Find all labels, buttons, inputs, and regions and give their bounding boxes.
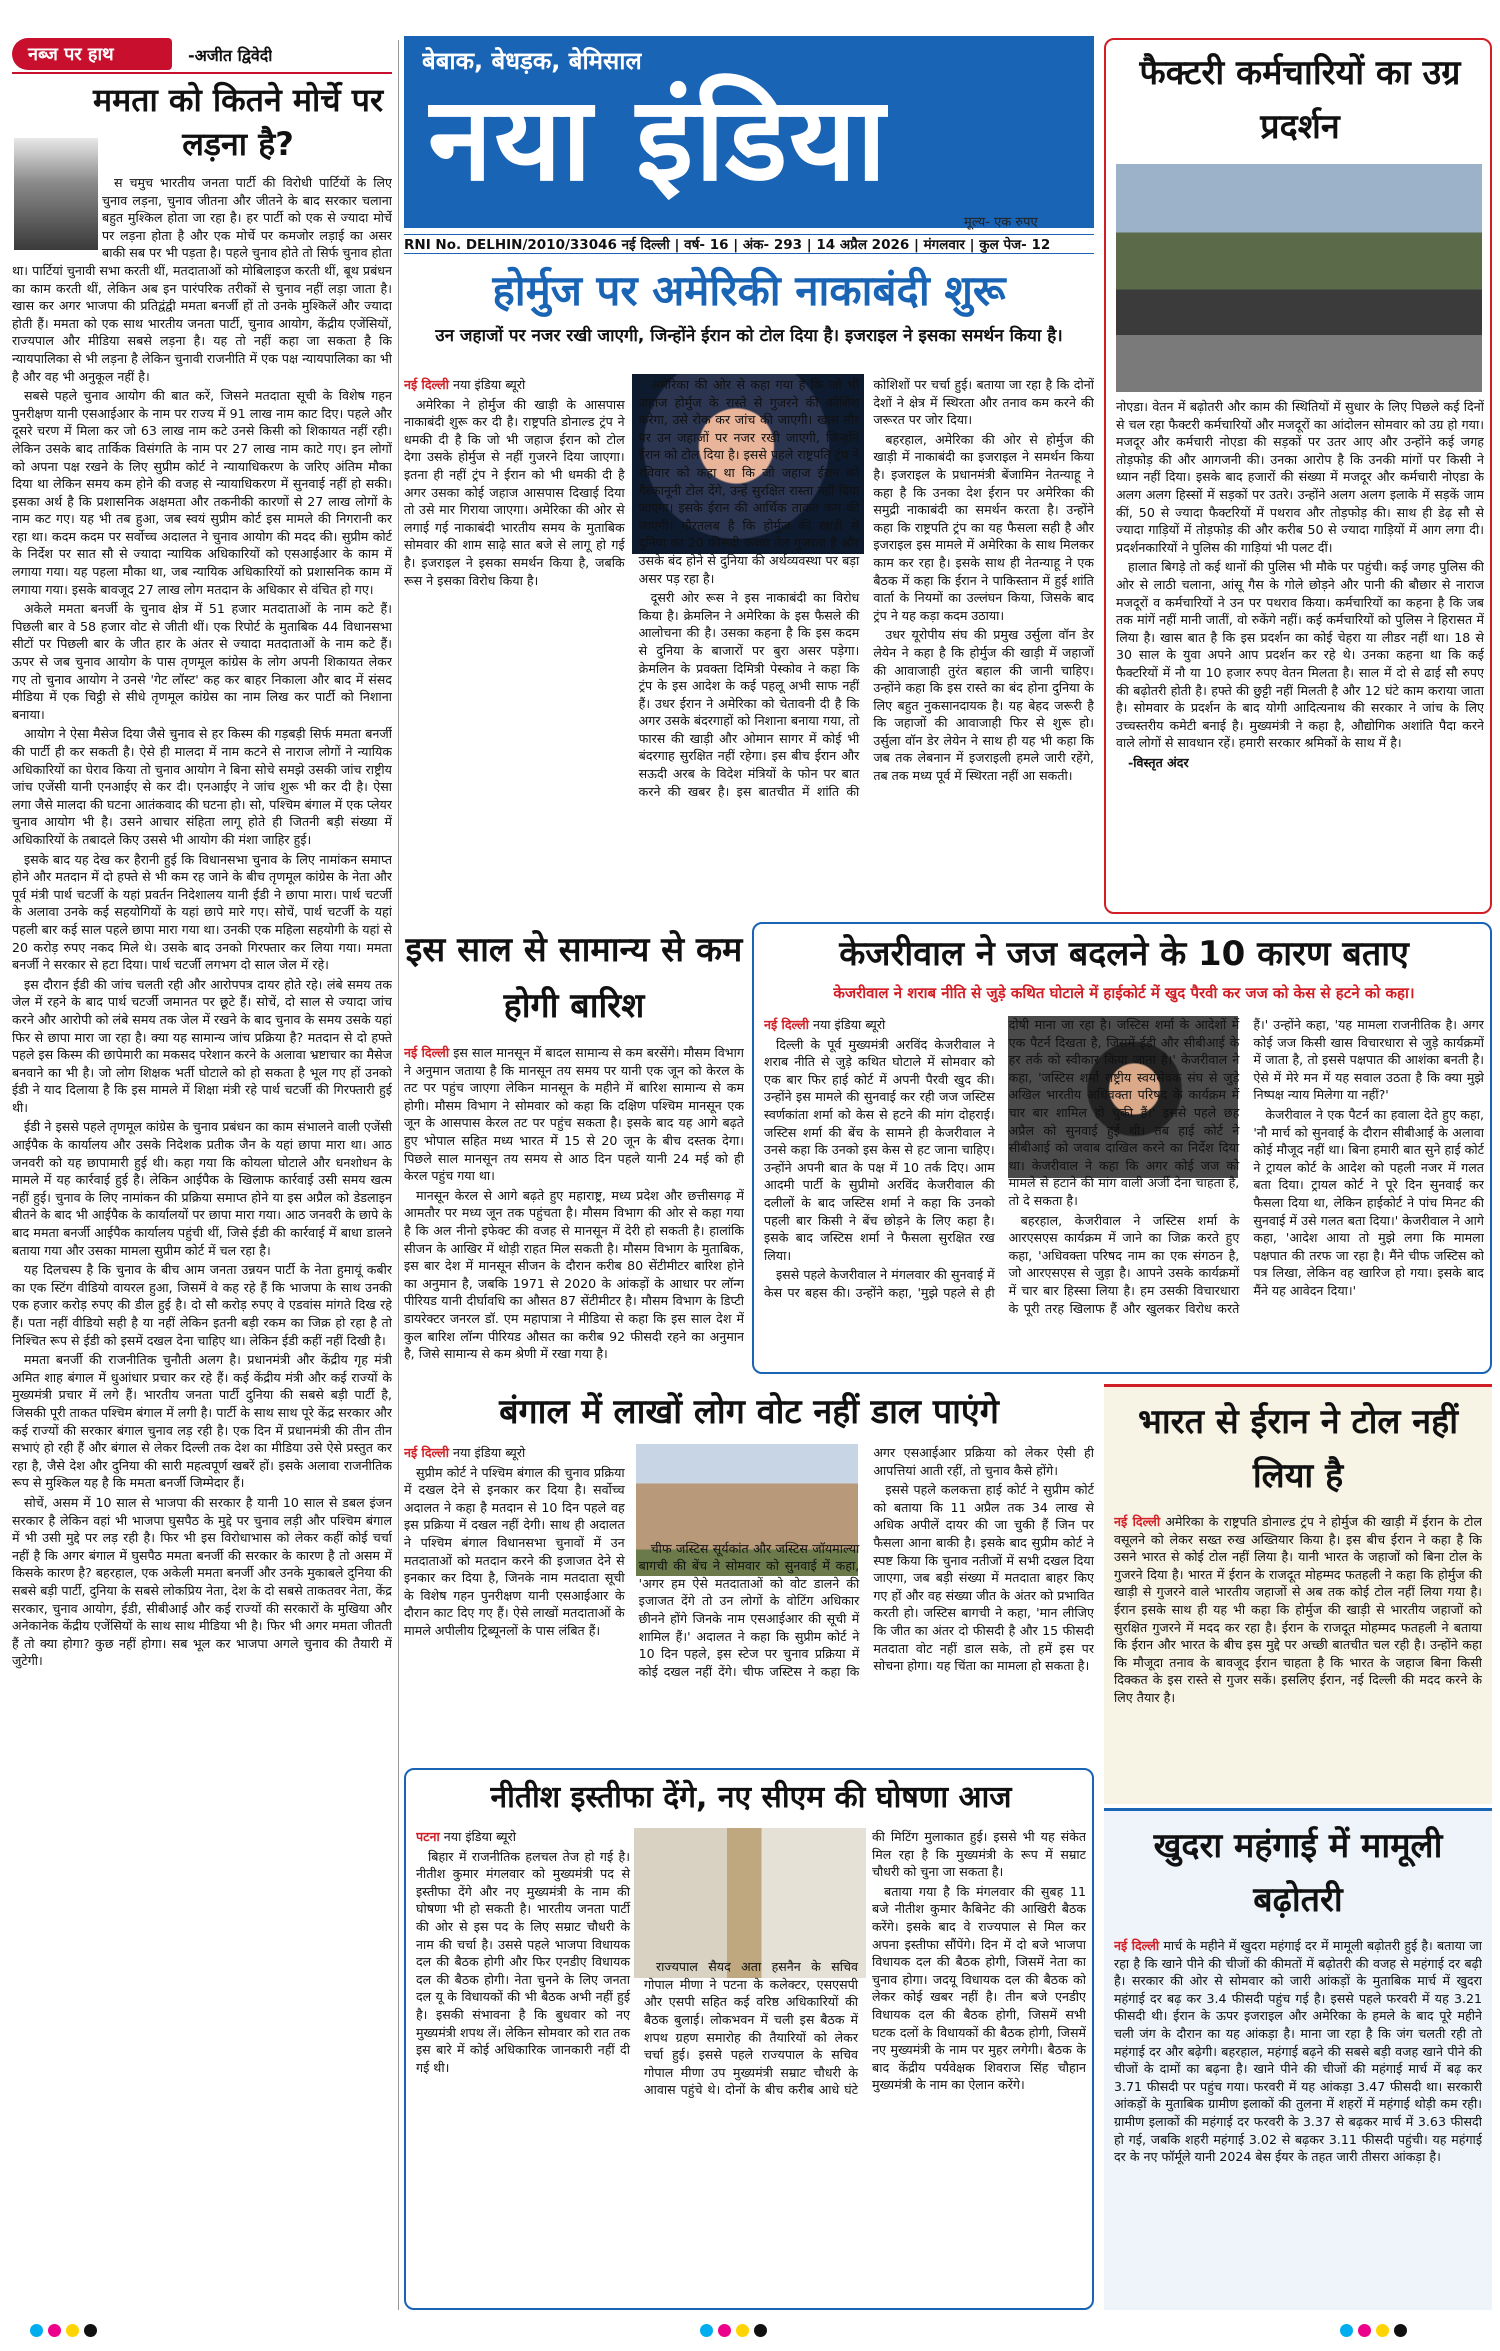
bengal-para: इससे पहले कलकत्ता हाई कोर्ट ने सुप्रीम कोर्ट को बताया कि 11 अप्रैल तक 34 लाख से अधिक अपीलें दायर की जा चुकी हैं जिन पर फैसला आना बाकी है। इसके बाद सुप्रीम कोर्ट ने स्पष्ट किया कि चुनाव नतीजों में सभी दखल दिया जाएगा, जब बड़ी संख्या में मतदाता बाहर किए गए हों और वह संख्या जीत के अंतर को प्रभावित करती हो। जस्टिस बागची ने कहा, 'मान लीजिए कि जीत का अंतर दो फीसदी है और 15 फीसदी मतदाता वोट नहीं डाल सके, तो हमें इस पर सोचना होगा। यह चिंता का मामला हो सकता है। bbox=[873, 1482, 1094, 1674]
rain-body bbox=[404, 1044, 744, 1376]
registration-marks-right bbox=[1340, 2322, 1500, 2342]
column-para: इसके बाद यह देख कर हैरानी हुई कि विधानसभा चुनाव के लिए नामांकन समाप्त होने और मतदान में दो हफ्ते से भी कम रह जाने के बीच तृणमूल कांग्रेस के नेता और पूर्व मंत्री पार्थ चटर्जी के यहां प्रवर्तन निदेशालय यानी ईडी ने छापा मारा। पार्थ चटर्जी के अलावा उनके कई सहयोगियों के यहां छापे मारे गए। सोचें, पार्थ चटर्जी के यहां पहली बार कई साल पहले छापा मारा गया था। उनकी एक महिला सहयोगी के यहां से 20 करोड़ रुपए नकद मिले थे। उसके बाद उनको गिरफ्तार कर लिया गया। ममता बनर्जी ने सरकार से हटा दिया। पार्थ चटर्जी लगभग दो साल जेल में रहे। bbox=[12, 851, 392, 973]
inflation-para: मार्च के महीने में खुदरा महंगाई दर में मामूली बढ़ोतरी हुई है। बताया जा रहा है कि खाने पीने की चीजों की कीमतों में बढ़ोतरी की वजह से महंगाई दर बढ़ी है। सरकार की ओर से सोमवार को जारी आंकड़ों के मुताबिक मार्च में खुदरा महंगाई दर बढ़ कर 3.4 फीसदी पहुंच गई है। इससे पहले फरवरी में यह 3.21 फीसदी थी। ईरान के ऊपर इजराइल और अमेरिका के हमले के बाद पूरे महीने चली जंग के दौरान का यह आंकड़ा है। माना जा रहा है कि जंग चलती रही तो महंगाई दर और बढ़ेगी। बहरहाल, महंगाई बढ़ने की सबसे बड़ी वजह खाने पीने की चीजों के दामों का बढ़ना है। खाने पीने की चीजों की महंगाई मार्च में बढ़ कर 3.71 फीसदी पर पहुंच गया। फरवरी में यह आंकड़ा 3.47 फीसदी था। सरकारी आंकड़ों के मुताबिक ग्रामीण इलाकों की तुलना में शहरों में महंगाई थोड़ी कम रही। ग्रामीण इलाकों की महंगाई दर फरवरी के 3.37 से बढ़कर मार्च में 3.63 फीसदी हो गई, जबकि शहरी महंगाई 3.02 से बढ़कर 3.11 फीसदी पहुंची। यह महंगाई दर के नए फॉर्मूले यानी 2024 बेस ईयर के तहत जारी तीसरा आंकड़ा है। bbox=[1114, 1938, 1482, 2165]
masthead-name: नया इंडिया bbox=[428, 72, 889, 207]
column-para: अकेले ममता बनर्जी के चुनाव क्षेत्र में 51 हजार मतदाताओं के नाम कटे हैं। पिछली बार वे 58 हजार वोट से जीती थीं। एक रिपोर्ट के मुताबिक 44 विधानसभा सीटों पर पिछली बार के जीत हार के अंतर से ज्यादा मतदाताओं के नाम कटे हैं। ऊपर से जब चुनाव आयोग के पास तृणमूल कांग्रेस के लोग अपनी शिकायत लेकर गए तो चुनाव आयोग ने उनसे 'गेट लॉस्ट' कह कर बाहर निकाला और बाद में संसद मीडिया में एक चिट्ठी से सीधे तृणमूल कांग्रेस का नाम लिख कर पार्टी को निशाना बनाया। bbox=[12, 601, 392, 722]
iran-dateline: नई दिल्ली bbox=[1114, 1514, 1161, 1529]
column-para: यह दिलचस्प है कि चुनाव के बीच आम जनता उन्नयन पार्टी के नेता हुमायूं कबीर का एक स्टिंग वीडियो वायरल हुआ, जिसमें वे कह रहे हैं कि भाजपा के साथ उनकी एक हजार करोड़ रुपए की डील हुई है। दो सौ करोड़ रुपए वे एडवांस मांगते दिख रहे हैं। पता नहीं वीडियो सही है या नहीं लेकिन इतनी बड़ी रकम का जिक्र हो रहा है तो निश्चित रूप से ईडी को इसमें दखल देना चाहिए था। लेकिन ईडी कहीं नहीं दिखी है। bbox=[12, 1262, 392, 1348]
kejriwal-body bbox=[764, 1016, 1484, 1372]
lead-headline: होर्मुज पर अमेरिकी नाकाबंदी शुरू bbox=[492, 266, 1006, 315]
nitish-dateline: पटना bbox=[416, 1829, 440, 1844]
column-section bbox=[8, 38, 396, 2318]
kejriwal-para: दिल्ली के पूर्व मुख्यमंत्री अरविंद केजरीवाल ने शराब नीति से जुड़े कथित घोटाले में सोमवार को एक बार फिर हाई कोर्ट में अपनी पैरवी खुद की। उन्होंने इस मामले की सुनवाई कर रही जज जस्टिस स्वर्णकांता शर्मा को केस से हटने की मांग दोहराई। जस्टिस शर्मा की बेंच के सामने ही केजरीवाल ने उनसे कहा कि उनको इस केस से हट जाना चाहिए। उन्होंने अपनी बात के पक्ष में 10 तर्क दिए। आम आदमी पार्टी के सुप्रीमो अरविंद केजरीवाल की दलीलों के बाद जस्टिस शर्मा ने कहा कि उनको पहली बार किसी ने बेंच छोड़ने के लिए कहा है। इसके बाद जस्टिस शर्मा ने फैसला सुरक्षित रख लिया। bbox=[764, 1036, 995, 1263]
inflation-dateline: नई दिल्ली bbox=[1114, 1938, 1160, 1953]
bengal-bureau: नया इंडिया ब्यूरो bbox=[449, 1445, 526, 1460]
column-para: आयोग ने ऐसा मैसेज दिया जैसे चुनाव से हर किस्म की गड़बड़ी सिर्फ ममता बनर्जी की पार्टी ही कर सकती है। ऐसे ही मालदा में नाम कटने से नाराज लोगों ने न्यायिक अधिकारियों का घेराव किया तो चुनाव आयोग ने बिना सोचे समझे उसकी जांच राष्ट्रीय जांच एजेंसी यानी एनआईए से कर दी। एनआईए ने जांच शुरू भी कर दी है। ऐसा लगा जैसे मालदा की घटना आतंकवाद की घटना हो। सो, पश्चिम बंगाल में एक प्लेयर चुनाव आयोग भी है। उसने आचार संहिता लागू होते ही जितनी बड़ी संख्या में अधिकारियों के तबादले किए उससे भी आयोग की मंशा जाहिर हुई। bbox=[12, 726, 392, 847]
nitish-para: बताया गया है कि मंगलवार की सुबह 11 बजे नीतीश कुमार कैबिनेट की आखिरी बैठक करेंगे। इसके बाद वे राज्यपाल से मिल कर अपना इस्तीफा सौंपेंगे। दिन में दो बजे भाजपा विधायक दल की बैठक होगी, जिसमें नेता का चुनाव होगा। जदयू विधायक दल की बैठक को लेकर कोई खबर नहीं है। तीन बजे एनडीए विधायक दल की बैठक होगी, जिसमें सभी घटक दलों के विधायकों की बैठक होगी, जिसमें नए मुख्यमंत्री के नाम पर मुहर लगेगी। बैठक के बाद केंद्रीय पर्यवेक्षक शिवराज सिंह चौहान मुख्यमंत्री के नाम का ऐलान करेंगे। bbox=[872, 1883, 1086, 2093]
iran-headline: भारत से ईरान ने टोल नहीं लिया है bbox=[1137, 1402, 1459, 1496]
lead-bureau: नया इंडिया ब्यूरो bbox=[449, 377, 526, 392]
factory-story bbox=[1104, 38, 1492, 914]
masthead-price: मूल्य- एक रुपए bbox=[964, 215, 1038, 230]
registration-marks-center bbox=[700, 2322, 860, 2342]
rain-story bbox=[404, 920, 744, 1380]
bengal-headline: बंगाल में लाखों लोग वोट नहीं डाल पाएंगे bbox=[499, 1392, 999, 1432]
kejriwal-para: केजरीवाल ने एक पैटर्न का हवाला देते हुए कहा, 'नौ मार्च को सुनवाई के दौरान सीबीआई के अलावा कोई मौजूद नहीं था। बिना हमारी बात सुने हाई कोर्ट ने ट्रायल कोर्ट के आदेश को पहली नजर में गलत बता दिया। ट्रायल कोर्ट ने पूरे दिन सुनवाई कर फैसला दिया था, लेकिन हाईकोर्ट ने पांच मिनट की सुनवाई में उसे गलत बता दिया।' केजरीवाल ने आगे कहा, 'आदेश आया तो मुझे लगा कि मामला पक्षपात की तरफ जा रहा है। मैंने चीफ जस्टिस को पत्र लिखा, लेकिन वह खारिज हो गया। इसके बाद मैंने यह आवेदन दिया।' bbox=[1253, 1106, 1484, 1298]
kejriwal-headline: केजरीवाल ने जज बदलने के 10 कारण बताए bbox=[839, 934, 1409, 974]
bengal-story bbox=[404, 1386, 1094, 1760]
nitish-para: बिहार में राजनीतिक हलचल तेज हो गई है। नीतीश कुमार मंगलवार को मुख्यमंत्री पद से इस्तीफा देंगे और नए मुख्यमंत्री के नाम की घोषणा भी हो सकती है। भारतीय जनता पार्टी की ओर से इस पद के लिए सम्राट चौधरी के नाम की चर्चा है। उससे पहले भाजपा विधायक दल की बैठक होगी और फिर एनडीए विधायक दल की बैठक होगी। नेता चुनने के लिए जनता दल यू के विधायकों की भी बैठक अभी नहीं हुई है। इसकी संभावना है कि बुधवार को नए मुख्यमंत्री शपथ लें। लेकिन सोमवार को रात तक इस बारे में कोई अधिकारिक जानकारी नहीं दी गई थी। bbox=[416, 1848, 630, 2075]
nitish-para: राज्यपाल सैयद अता हसनैन के सचिव गोपाल मीणा ने पटना के कलेक्टर, एसएसपी और एसपी सहित कई वरिष्ठ अधिकारियों की बैठक बुलाई। लोकभवन में चली इस बैठक में शपथ ग्रहण समारोह की तैयारियों को लेकर चर्चा हुई। इससे पहले राज्यपाल के सचिव गोपाल मीणा उप मुख्यमंत्री सम्राट चौधरी के आवास पहुंचे थे। दोनों के बीच करीब आधे घंटे की मिटिंग मुलाकात हुई। इससे भी यह संकेत मिल रहा है कि मुख्यमंत्री के रूप में सम्राट चौधरी को चुना जा सकता है। bbox=[644, 1829, 1086, 2098]
lead-body bbox=[404, 376, 1094, 910]
column-label: नब्ज पर हाथ bbox=[28, 44, 114, 65]
lead-para: उधर यूरोपीय संघ की प्रमुख उर्सुला वॉन डेर लेयेन ने कहा है कि होर्मुज की खाड़ी में जहाजों की आवाजाही तुरंत बहाल की जानी चाहिए। उन्होंने कहा कि इस रास्ते का बंद होना दुनिया के लिए बहुत नुकसानदायक है। यह बेहद जरूरी है कि जहाजों की आवाजाही फिर से शुरू हो। उर्सुला वॉन डेर लेयेन ने साथ ही यह भी कहा कि जब तक लेबनान में इजराइली हमले जारी रहेंगे, तब तक मध्य पूर्व में स्थिरता नहीं आ सकती। bbox=[873, 627, 1094, 784]
lead-para: अमेरिका ने होर्मुज की खाड़ी के आसपास नाकाबंदी शुरू कर दी है। राष्ट्रपति डोनाल्ड ट्रंप ने धमकी दी है कि जो भी जहाज ईरान को टोल देगा उसके होर्मुज से नहीं गुजरने दिया जाएगा। इतना ही नहीं ट्रंप ने ईरान को भी धमकी दी है अगर उसका कोई जहाज आसपास दिखाई दिया तो उसे मार गिराया जाएगा। अमेरिका की ओर से लगाई गई नाकाबंदी भारतीय समय के मुताबिक सोमवार की शाम साढ़े सात बजे से लागू हो गई है। इजराइल ने इसका समर्थन किया है, जबकि रूस ने इसका विरोध किया है। bbox=[404, 396, 625, 588]
inflation-body bbox=[1114, 1937, 1482, 2309]
kejriwal-para: बहरहाल, केजरीवाल ने जस्टिस शर्मा के आरएसएस कार्यक्रम में जाने का जिक्र करते हुए कहा, 'अधिवक्ता परिषद नाम का एक संगठन है, जो आरएसएस से जुड़ा है। आपने उसके कार्यक्रमों में चार बार हिस्सा लिया है। हम उसकी विचारधारा के पूरी तरह खिलाफ हैं और खुलकर विरोध करते हैं।' उन्होंने कहा, 'यह मामला राजनीतिक है। अगर कोई जज किसी खास विचारधारा से जुड़े कार्यक्रमों में जाता है, तो इससे पक्षपात की आशंका बनती है। ऐसे में मेरे मन में यह सवाल उठता है कि क्या मुझे निष्पक्ष न्याय मिलेगा या नहीं?' bbox=[1008, 1017, 1484, 1316]
rain-para: मानसून केरल से आगे बढ़ते हुए महाराष्ट्र, मध्य प्रदेश और छत्तीसगढ़ में आमतौर पर मध्य जून तक पहुंचता है। मौसम विभाग की ओर से कहा गया है कि अल नीनो इफेक्ट की वजह से मानसून में देरी हो सकती है। हालांकि सीजन के आखिर में थोड़ी राहत मिल सकती है। मौसम विभाग के मुताबिक, इस बार देश में मानसून सीजन के दौरान करीब 80 सेंटीमीटर बारिश होने का अनुमान है, जबकि 1971 से 2020 के आंकड़ों के आधार पर लॉन्ग पीरियड यानी दीर्घावधि का औसत 87 सेंटीमीटर है। मौसम विभाग के डिप्टी डायरेक्टर जनरल डॉ. एम महापात्रा ने मीडिया से कहा कि इस साल देश में कुल बारिश लॉन्ग पीरियड औसत का करीब 92 फीसदी रहने का अनुमान है, जिसे सामान्य से कम श्रेणी में रखा गया है। bbox=[404, 1187, 744, 1362]
bengal-body bbox=[404, 1444, 1094, 1756]
factory-photo bbox=[1116, 164, 1482, 392]
column-label-badge bbox=[12, 38, 172, 70]
inflation-headline: खुदरा महंगाई में मामूली बढ़ोतरी bbox=[1153, 1826, 1443, 1920]
rain-headline: इस साल से सामान्य से कम होगी बारिश bbox=[405, 930, 743, 1026]
kejriwal-dateline: नई दिल्ली bbox=[764, 1017, 809, 1032]
kejriwal-bureau: नया इंडिया ब्यूरो bbox=[809, 1017, 886, 1032]
lead-para: दूसरी ओर रूस ने इस नाकाबंदी का विरोध किया है। क्रेमलिन ने अमेरिका के इस फैसले की आलोचना की है। उसका कहना है कि इस कदम से दुनिया के बाजारों पर बुरा असर पड़ेगा। क्रेमलिन के प्रवक्ता दिमित्री पेस्कोव ने कहा कि ट्रंप के इस आदेश के कई पहलू अभी साफ नहीं हैं। उधर ईरान ने अमेरिका को चेतावनी दी है कि अगर उसके बंदरगाहों को निशाना बनाया गया, तो फारस की खाड़ी और ओमान सागर में कोई भी बंदरगाह सुरक्षित नहीं रहेगा। इस बीच ईरान और सऊदी अरब के विदेश मंत्रियों के फोन पर बात करने की खबर है। इस बातचीत में शांति की कोशिशों पर चर्चा हुई। बताया जा रहा है कि दोनों देशों ने क्षेत्र में स्थिरता और तनाव कम करने की जरूरत पर जोर दिया। bbox=[638, 377, 1094, 799]
masthead bbox=[404, 36, 1094, 256]
iran-body bbox=[1114, 1513, 1482, 1803]
bengal-dateline: नई दिल्ली bbox=[404, 1445, 449, 1460]
iran-para: अमेरिका के राष्ट्रपति डोनाल्ड ट्रंप ने होर्मुज की खाड़ी में ईरान के टोल वसूलने को लेकर सख्त रुख अख्तियार किया है। इस बीच ईरान ने कहा है कि उसने भारत से कोई टोल नहीं लिया है। यानी भारत के जहाजों को बिना टोल के गुजरने दिया है। भारत में ईरान के राजदूत मोहम्मद फतहली ने कहा कि होर्मुज की खाड़ी से गुजरने वाले भारतीय जहाजों से अब तक कोई टोल नहीं लिया गया है। ईरान इसके साथ ही यह भी कहा कि होर्मुज की खाड़ी से भारतीय जहाजों को सुरक्षित गुजरने में मदद कर रहा है। ईरान के राजदूत मोहम्मद फतहली ने बताया कि ईरान और भारत के बीच इस मुद्दे पर अच्छी बातचीत चल रही है। उन्होंने कहा कि मौजूदा तनाव के बावजूद ईरान चाहता है कि भारत के जहाज बिना किसी दिक्कत के इस रास्ते से गुजर सकें। इसलिए ईरान, नई दिल्ली की मदद करने के लिए तैयार है। bbox=[1114, 1514, 1482, 1705]
lead-story bbox=[404, 262, 1094, 912]
factory-body bbox=[1116, 398, 1484, 910]
lead-para: बहरहाल, अमेरिका की ओर से होर्मुज की खाड़ी में नाकाबंदी का इजराइल ने समर्थन किया है। इजराइल के प्रधानमंत्री बेंजामिन नेतन्याहू ने कहा है कि उनका देश ईरान पर अमेरिका की समुद्री नाकाबंदी का समर्थन करता है। उन्होंने कहा कि राष्ट्रपति ट्रंप का यह फैसला सही है और इजराइल इस मामले में अमेरिका के साथ मिलकर काम कर रहा है। इसके साथ ही नेतन्याहू ने एक बैठक में कहा कि ईरान ने पाकिस्तान में हुई शांति वार्ता के नियमों का उल्लंघन किया, जिसके बाद ट्रंप ने यह कड़ा कदम उठाया। bbox=[873, 431, 1094, 623]
nitish-headline: नीतीश इस्तीफा देंगे, नए सीएम की घोषणा आज bbox=[490, 1780, 1012, 1815]
masthead-banner bbox=[404, 36, 1094, 228]
lead-dateline: नई दिल्ली bbox=[404, 377, 449, 392]
factory-para: हालात बिगड़े तो कई थानों की पुलिस भी मौके पर पहुंची। कई जगह पुलिस की ओर से लाठी चलाना, आंसू गैस के गोले छोड़ने और पानी की बौछार से नाराज मजदूरों व कर्मचारियों ने उन पर पथराव किया। कर्मचारियों का कहना है कि जब तक मांगें नहीं मानी जातीं, वो रुकेंगे नहीं। कई कर्मचारियों को पुलिस ने हिरासत में लिया है। खास बात है कि इस प्रदर्शन का कोई चेहरा या लीडर नहीं था। 18 से 30 साल के युवा अपने आप प्रदर्शन कर रहे थे। उनका कहना था कि कई फैक्टरियों में नौ या 10 हजार रुपए वेतन मिलता है। साल में दो से ढाई सौ रुपए की बढ़ोतरी होती है। हफ्ते की छुट्टी नहीं मिलती है और 12 घंटे काम कराया जाता है। सोमवार के प्रदर्शन के बाद योगी आदित्यनाथ की सरकार ने जांच के लिए उच्चस्तरीय कमेटी बनाई है। मुख्यमंत्री ने कहा है, औद्योगिक अशांति पैदा करने वाले लोगों से सावधान रहें। हमारी सरकार श्रमिकों के साथ में है। bbox=[1116, 559, 1484, 751]
lead-para: अमेरिका की ओर से कहा गया है कि जो भी जहाज होर्मुज के रास्ते से गुजरने की कोशिश करेगा, उसे रोक कर जांच की जाएगी। खास तौर पर उन जहाजों पर नजर रखी जाएगी, जिन्होंने ईरान को टोल दिया है। इससे पहले राष्ट्रपति ट्रंप ने रविवार को कहा था कि जो जहाज ईरान को गैरकानूनी टोल देंगे, उन्हें सुरक्षित रास्ता नहीं दिया जाएगा। इसके ईरान की आर्थिक ताकत कम की जाएगी। गौरतलब है कि होर्मुज की खाड़ी से दुनिया का 20 फीसदी कच्चा तेल गुजरता है और उसके बंद होने से दुनिया की अर्थव्यवस्था पर बड़ा असर पड़ रहा है। bbox=[638, 377, 860, 586]
column-para: ममता बनर्जी की राजनीतिक चुनौती अलग है। प्रधानमंत्री और केंद्रीय गृह मंत्री अमित शाह बंगाल में धुआंधार प्रचार कर रहे हैं। कई केंद्रीय मंत्री और कई राज्यों के मुख्यमंत्री प्रचार में लगे हैं। भारतीय जनता पार्टी दुनिया की सबसे बड़ी पार्टी है, जिसकी पूरी ताकत पश्चिम बंगाल में लगी है। पार्टी के साथ साथ पूरे केंद्र सरकार और कई राज्यों की सरकार बंगाल चुनाव लड़ रही है। एक दिन में प्रधानमंत्री की तीन तीन सभाएं हो रही हैं और बंगाल से लेकर दिल्ली तक देश का मीडिया उसे ऐसे प्रस्तुत कर रहा है, जैसे देश और दुनिया की सारी महत्वपूर्ण खबरें हों। इसके अलावा राजनीतिक रूप से मुश्किल यह है कि ममता बनर्जी जिम्मेदार हैं। bbox=[12, 1352, 392, 1491]
nitish-body bbox=[416, 1828, 1086, 2308]
bengal-para: चीफ जस्टिस सूर्यकांत और जस्टिस जॉयमाल्या बागची की बेंच ने सोमवार को सुनवाई में कहा, 'अगर हम ऐसे मतदाताओं को वोट डालने की इजाजत देंगे तो उन लोगों के वोटिंग अधिकार छीनने होंगे जिनके नाम एसआईआर की सूची में शामिल हैं।' अदालत ने कहा कि सुप्रीम कोर्ट ने 10 दिन पहले, इस स्टेज पर चुनाव प्रक्रिया में कोई दखल नहीं देंगे। चीफ जस्टिस ने कहा कि अगर एसआईआर प्रक्रिया को लेकर ऐसी ही आपत्तियां आती रहीं, तो चुनाव कैसे होंगे। bbox=[638, 1445, 1094, 1679]
column-author: -अजीत द्विवेदी bbox=[188, 46, 273, 65]
kejriwal-para: इससे पहले केजरीवाल ने मंगलवार की सुनवाई में केस पर बहस की। उन्होंने कहा, 'मुझे पहले से ही दोषी माना जा रहा है। जस्टिस शर्मा के आदेशों में एक पैटर्न दिखता है, जिसमें ईडी और सीबीआई के हर तर्क को स्वीकार किया जाता है।' केजरीवाल ने कहा, 'जस्टिस शर्मा राष्ट्रीय स्वयंसेवक संघ से जुड़े अखिल भारतीय अधिवक्ता परिषद के कार्यक्रम में चार बार शामिल हो चुकी हैं।' इससे पहले छह अप्रैल को सुनवाई हुई थी। तब हाई कोर्ट ने सीबीआई को जवाब दाखिल करने का निर्देश दिया था। केजरीवाल ने कहा कि अगर कोई जज को मामले से हटाने की मांग वाली अर्जी देना चाहता है, तो दे सकता है। bbox=[764, 1017, 1240, 1300]
column-para: इस दौरान ईडी की जांच चलती रही और आरोपपत्र दायर होते रहे। लंबे समय तक जेल में रहने के बाद पार्थ चटर्जी जमानत पर छूटे हैं। सोचें, दो साल से ज्यादा जांच करने और आरोपी को लंबे समय तक जेल में रखने के बाद चुनाव के समय उसके यहां फिर से छापा मारा जा रहा है। क्या यह सामान्य जांच प्रक्रिया है? मतदान से दो हफ्ते पहले इस किस्म की छापेमारी का मकसद परेशान करने के अलावा भ्रष्टाचार का मैसेज बनवाने का भी है। जो लोग शिक्षक भर्ती घोटाले को हो सकता है भूल गए हों उनको ईडी ने याद दिलाया है कि इस मामले में शिक्षा मंत्री रहे पार्थ चटर्जी की गिरफ्तारी हुई थी। bbox=[12, 976, 392, 1115]
column-para: ईडी ने इससे पहले तृणमूल कांग्रेस के चुनाव प्रबंधन का काम संभालने वाली एजेंसी आईपैक के कार्यालय और उसके निदेशक प्रतीक जैन के यहां छापा मारा था। आठ जनवरी को यह छापामारी हुई थी। कहा गया कि कोयला घोटाले और धनशोधन के मामले में यह कार्रवाई हुई है। लेकिन आईपैक के खिलाफ कार्रवाई उसी समय खत्म नहीं हुई। चुनाव के लिए नामांकन की प्रक्रिया समाप्त होने या इस अप्रैल को डेडलाइन बीतने के बाद भी आईपैक के कार्यालयों पर छापा मारा गया। आठ जनवरी के छापे के बाद ममता बनर्जी आईपैक कार्यालय पहुंची थीं, जिसे ईडी की कार्रवाई में बाधा डालने बताया गया और उसका मामला सुप्रीम कोर्ट में चल रहा है। bbox=[12, 1119, 392, 1258]
iran-story bbox=[1104, 1384, 1492, 1804]
column-para: सोचें, असम में 10 साल से भाजपा की सरकार है यानी 10 साल से डबल इंजन सरकार है लेकिन वहां भी भाजपा घुसपैठ के मुद्दे पर चुनाव लड़ी और पश्चिम बंगाल में भी उसी मुद्दे पर लड़ रही है। फिर भी इस विरोधाभास को लेकर कहीं कोई चर्चा नहीं है कि अगर बंगाल में घुसपैठ ममता बनर्जी की सरकार के कारण है तो असम में किसके कारण है? बहरहाल, एक अकेली ममता बनर्जी और उनके मुकाबले दुनिया की सबसे बड़ी पार्टी, दुनिया के सबसे लोकप्रिय नेता, देश के दो सबसे ताकतवर नेता, केंद्र सरकार, चुनाव आयोग, ईडी, सीबीआई और कई राज्यों की सरकारों के मुखिया और अनेकानेक केंद्रीय एजेंसियों के साथ साथ मीडिया भी है। फिर भी अगर ममता जीतती हैं तो क्या होगा? कुछ नहीं होगा। सब भूल कर भाजपा अगले चुनाव की तैयारी में जुटेगी। bbox=[12, 1494, 392, 1669]
rain-para: इस साल मानसून में बादल सामान्य से कम बरसेंगे। मौसम विभाग ने अनुमान जताया है कि मानसून तय समय पर यानी एक जून को केरल के तट पर पहुंच जाएगा लेकिन मानसून के महीने में बारिश सामान्य से कम होगी। मौसम विभाग ने सोमवार को कहा कि दक्षिण पश्चिम मानसून एक जून के आसपास केरल तट पर पहुंच सकता है। इसके बाद यह आगे बढ़ते हुए भोपाल सहित मध्य भारत में 15 से 20 जून के बीच दस्तक देगा। पिछले साल मानसून तय समय से आठ दिन पहले यानी 24 मई को ही केरल पहुंच गया था। bbox=[404, 1045, 744, 1184]
column-body bbox=[12, 174, 392, 2318]
column-para: सबसे पहले चुनाव आयोग की बात करें, जिसने मतदाता सूची के विशेष गहन पुनरीक्षण यानी एसआईआर के नाम पर राज्य में 91 लाख नाम काट दिए। पहले और दूसरे चरण में मिला कर जो 63 लाख नाम कटे उनसे किसी को शिकायत नहीं रही। लेकिन उसके बाद तार्किक विसंगति के नाम पर 27 लाख नाम काटे गए। इन लोगों को अपना पक्ष रखने के लिए सुप्रीम कोर्ट ने न्यायाधिकरण के जरिए अंतिम मौका दिया था लेकिन समय कम होने की वजह से न्यायाधिकरण में सुनवाई नहीं हो सकी। इसका अर्थ है कि प्रशासनिक अक्षमता और तकनीकी कारणों से 27 लाख लोगों के नाम कट गए। यह भी तब हुआ, जब स्वयं सुप्रीम कोर्ट इस मामले की निगरानी कर रहा था। कदम कदम पर सर्वोच्च अदालत ने चुनाव आयोग की मदद की। सुप्रीम कोर्ट के निर्देश पर सात सौ से ज्यादा न्यायिक अधिकारियों को एसआईआर के काम में लगाया गया। यह पहला मौका था, जब न्यायिक अधिकारियों को प्रशासनिक काम में लगाया गया। इसके बावजूद 27 लाख लोग मतदान के अधिकार से वंचित हो गए। bbox=[12, 388, 392, 597]
column-para: स चमुच भारतीय जनता पार्टी की विरोधी पार्टियों के लिए चुनाव लड़ना, चुनाव जीतना और जीतने के बाद सरकार चलाना बहुत मुश्किल होता जा रहा है। हर पार्टी को एक से ज्यादा मोर्चे पर लड़ना होता है और एक मोर्चे पर कमजोर लड़ाई का असर बाकी सब पर भी पड़ता है। पहले चुनाव होते तो सिर्फ चुनाव होता था। पार्टियां चुनावी सभा करती थीं, मतदाताओं को मोबिलाइज करती थीं, बूथ प्रबंधन का काम करती थीं, लेकिन अब इन पारंपरिक तरीकों से चुनाव नहीं लड़ा जाता है। खास कर अगर भाजपा की प्रतिद्वंद्वी ममता बनर्जी हों तो उनके मुश्किलें और ज्यादा होती हैं। ममता को एक साथ भारतीय जनता पार्टी, चुनाव आयोग, केंद्रीय एजेंसियों, राज्यपाल और मीडिया सबसे लड़ना है। यह तो नहीं कहा जा सकता है कि न्यायपालिका से भी लड़ना है लेकिन चुनावी राजनीति में एक पक्ष न्यायपालिका का भी है और वह भी अनुकूल नहीं है। bbox=[12, 175, 392, 384]
registration-marks-left bbox=[30, 2322, 190, 2342]
factory-para: नोएडा। वेतन में बढ़ोतरी और काम की स्थितियों में सुधार के लिए पिछले कई दिनों से चल रहा फैक्टरी कर्मचारियों और मजदूरों का आंदोलन सोमवार को उग्र हो गया। मजदूर और कर्मचारी नोएडा की सड़कों पर उतर आए और उन्होंने कई जगह तोड़फोड़ की और आगजनी की। उनका आरोप है कि उनकी मांगों पर किसी ने ध्यान नहीं दिया। इसके बाद हजारों की संख्या में मजदूर और कर्मचारी नोएडा के अलग अलग हिस्सों में सड़कों पर उतरे। उन्होंने अलग अलग इलाके में सड़कें जाम कीं, 50 से ज्यादा फैक्टरियों में पथराव और तोड़फोड़ की। साथ ही डेढ़ सौ से ज्यादा गाड़ियों में तोड़फोड़ की और करीब 50 से ज्यादा गाड़ियों में आग लगा दी। प्रदर्शनकारियों ने पुलिस की गाड़ियां भी पलट दीं। bbox=[1116, 399, 1484, 555]
rain-dateline: नई दिल्ली bbox=[404, 1045, 450, 1060]
factory-headline: फैक्टरी कर्मचारियों का उग्र प्रदर्शन bbox=[1139, 53, 1461, 147]
nitish-bureau: नया इंडिया ब्यूरो bbox=[439, 1829, 517, 1844]
column-divider bbox=[398, 40, 399, 2310]
masthead-regline: RNI No. DELHIN/2010/33046 नई दिल्ली | वर्ष- 16 | अंक- 293 | 14 अप्रैल 2026 | मंगलवार | कुल पेज- 12 bbox=[404, 234, 1094, 254]
factory-byline: -विस्तृत अंदर bbox=[1128, 754, 1189, 770]
inflation-story bbox=[1104, 1808, 1492, 2310]
lead-subhead: उन जहाजों पर नजर रखी जाएगी, जिन्होंने ईरान को टोल दिया है। इजराइल ने इसका समर्थन किया है। bbox=[435, 326, 1063, 346]
nitish-story bbox=[404, 1768, 1094, 2310]
column-title: ममता को कितने मोर्चे पर लड़ना है? bbox=[92, 81, 384, 163]
column-rule bbox=[12, 72, 392, 74]
masthead-tagline: बेबाक, बेधड़क, बेमिसाल bbox=[422, 47, 642, 75]
bengal-para: सुप्रीम कोर्ट ने पश्चिम बंगाल की चुनाव प्रक्रिया में दखल देने से इनकार कर दिया है। सर्वोच्च अदालत ने कहा है मतदान से 10 दिन पहले वह इस प्रक्रिया में दखल नहीं देगी। साथ ही अदालत ने पश्चिम बंगाल विधानसभा चुनावों में उन मतदाताओं को मतदान करने की इजाजत देने से इनकार कर दिया है, जिनके नाम मतदाता सूची के विशेष गहन पुनरीक्षण यानी एसआईआर के दौरान काट दिए गए हैं। ऐसे लाखों मतदाताओं के मामले अपीलीय ट्रिब्यूनलों के पास लंबित हैं। bbox=[404, 1464, 625, 1638]
kejriwal-story bbox=[752, 922, 1492, 1374]
kejriwal-subhead: केजरीवाल ने शराब नीति से जुड़े कथित घोटाले में हाईकोर्ट में खुद पैरवी कर जज को केस से हटने को कहा। bbox=[833, 984, 1415, 1002]
